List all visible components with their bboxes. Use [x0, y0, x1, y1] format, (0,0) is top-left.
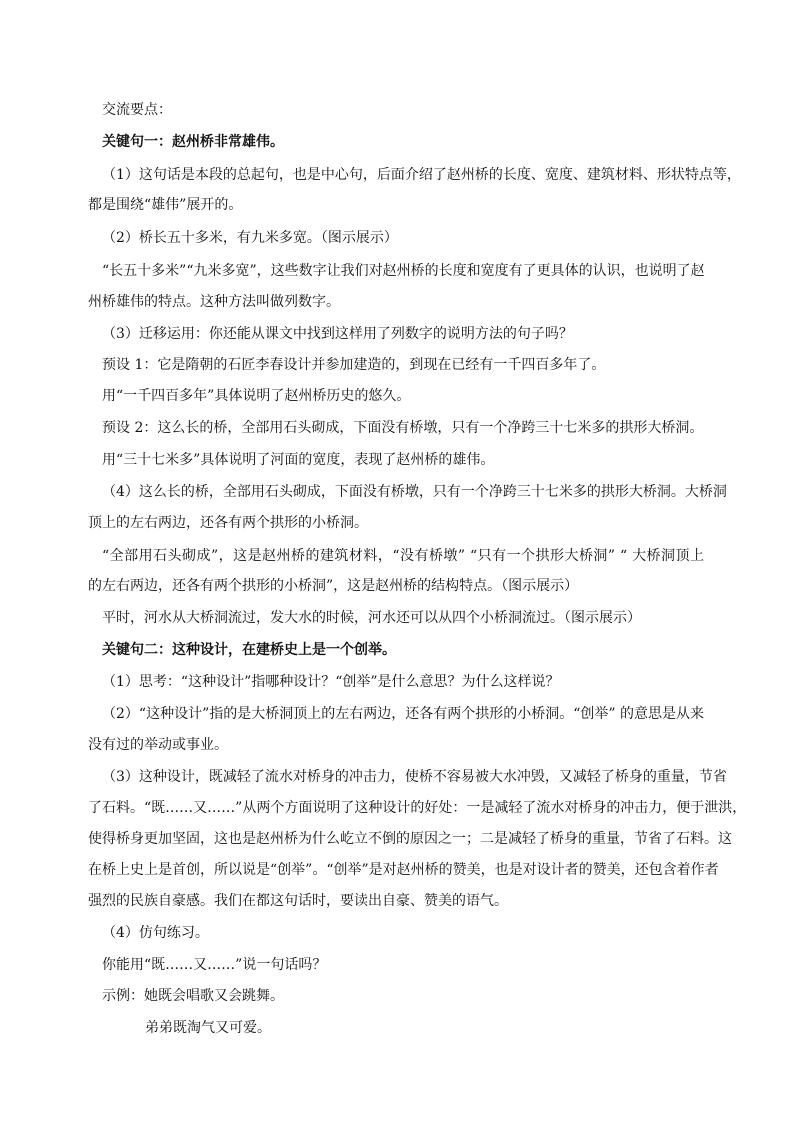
paragraph-14-line-2: 了石料。“既……又……”从两个方面说明了这种设计的好处：一是减轻了流水对桥身的冲击力，便于泄洪，	[88, 800, 747, 816]
paragraph-1-line-2: 都是围绕“雄伟”展开的。	[88, 197, 243, 213]
paragraph-14-line-3: 使得桥身更加坚固，这也是赵州桥为什么屹立不倒的原因之一；二是减轻了桥身的重量，节省了石料。这	[88, 831, 732, 847]
paragraph-16: 你能用“既……又……”说一句话吗？	[102, 957, 327, 973]
paragraph-14-line-5: 强烈的民族自豪感。我们在都这句话时，要读出自豪、赞美的语气。	[88, 893, 508, 909]
paragraph-13-line-2: 没有过的举动或事业。	[88, 737, 228, 753]
key-sentence-two: 关键句二：这种设计，在建桥史上是一个创举。	[102, 642, 396, 658]
key-sentence-one: 关键句一：赵州桥非常雄伟。	[102, 134, 284, 150]
paragraph-14-line-4: 在桥上史上是首创，所以说是“创举”。“创举”是对赵州桥的赞美，也是对设计者的赞美，还包含着作者	[88, 862, 719, 878]
paragraph-6: 用“一千四百多年”具体说明了赵州桥历史的悠久。	[102, 388, 411, 404]
paragraph-8: 用“三十七米多”具体说明了河面的宽度，表现了赵州桥的雄伟。	[102, 452, 495, 468]
paragraph-13-line-1: （2）“这种设计”指的是大桥洞顶上的左右两边，还各有两个拱形的小桥洞。“创举” 的意思是从来	[102, 706, 704, 722]
paragraph-4: （3）迁移运用：你还能从课文中找到这样用了列数字的说明方法的句子吗？	[102, 326, 573, 342]
paragraph-3-line-2: 州桥雄伟的特点。这种方法叫做列数字。	[88, 294, 340, 310]
paragraph-15: （4）仿句练习。	[102, 925, 209, 941]
paragraph-10-line-1: “全部用石头砌成”，这是赵州桥的建筑材料，“没有桥墩” “只有一个拱形大桥洞” “ 大桥洞顶上	[102, 548, 704, 564]
paragraph-9-line-1: （4）这么长的桥，全部用石头砌成，下面没有桥墩，只有一个净跨三十七米多的拱形大桥洞。大桥洞	[102, 484, 727, 500]
paragraph-5: 预设 1：它是隋朝的石匠李春设计并参加建造的，到现在已经有一千四百多年了。	[102, 357, 606, 373]
paragraph-17: 示例：她既会唱歌又会跳舞。	[102, 988, 284, 1004]
paragraph-1-line-1: （1）这句话是本段的总起句，也是中心句，后面介绍了赵州桥的长度、宽度、建筑材料、形状特点等，	[102, 167, 741, 183]
paragraph-18: 弟弟既淘气又可爱。	[145, 1020, 271, 1036]
paragraph-7: 预设 2：这么长的桥，全部用石头砌成，下面没有桥墩，只有一个净跨三十七米多的拱形大桥洞。	[102, 420, 704, 436]
paragraph-9-line-2: 顶上的左右两边，还各有两个拱形的小桥洞。	[88, 515, 368, 531]
paragraph-11: 平时，河水从大桥洞流过，发大水的时候，河水还可以从四个小桥洞流过。（图示展示）	[102, 610, 641, 626]
paragraph-10-line-2: 的左右两边，还各有两个拱形的小桥洞”，这是赵州桥的结构特点。（图示展示）	[88, 578, 579, 594]
paragraph-3-line-1: “长五十多米”“九米多宽”，这些数字让我们对赵州桥的长度和宽度有了更具体的认识，也说明了赵	[102, 263, 705, 279]
section-heading: 交流要点：	[102, 102, 172, 118]
paragraph-2: （2）桥长五十多米，有九米多宽。（图示展示）	[102, 230, 398, 246]
paragraph-14-line-1: （3）这种设计，既减轻了流水对桥身的冲击力，使桥不容易被大水冲毁，又减轻了桥身的重量，节省	[102, 769, 727, 785]
paragraph-12: （1）思考：“这种设计”指哪种设计？“创举”是什么意思？为什么这样说？	[102, 674, 560, 690]
